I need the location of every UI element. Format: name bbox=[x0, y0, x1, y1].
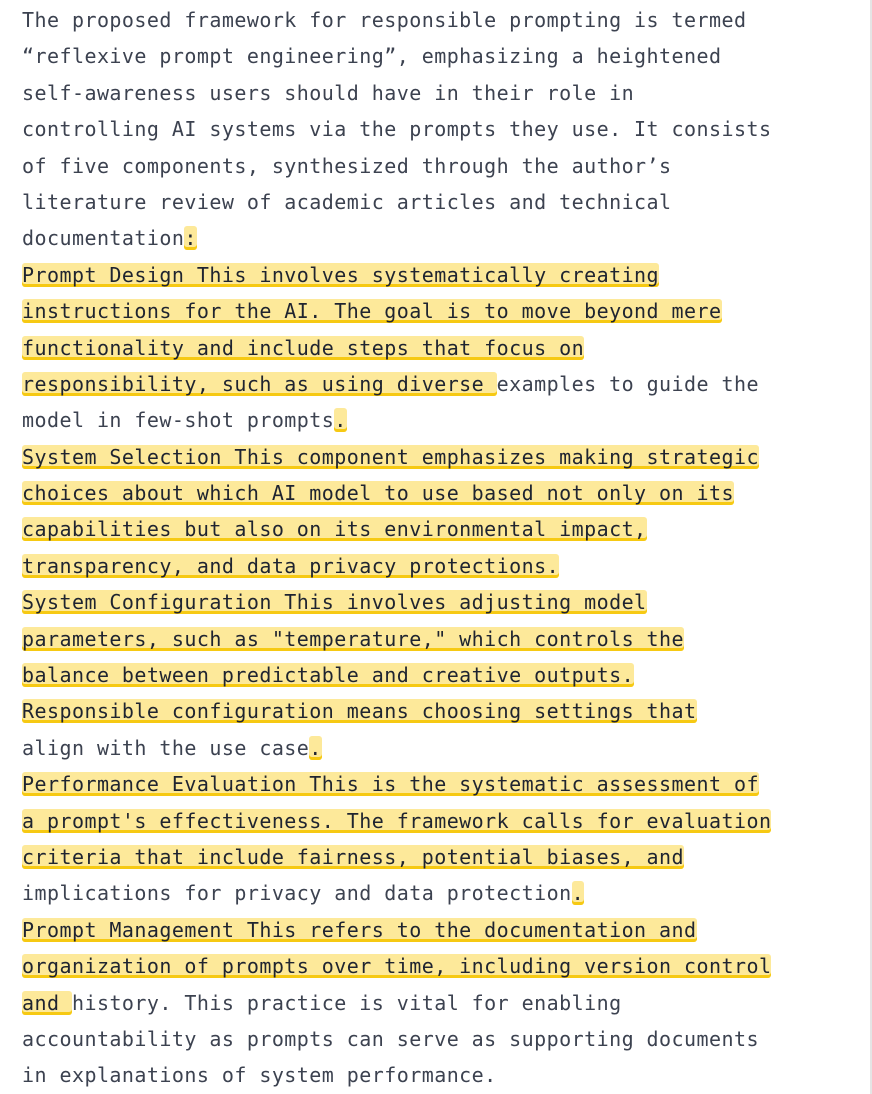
highlighted-text: choices about which AI model to use based not only on its bbox=[22, 481, 734, 506]
text-line bbox=[22, 1057, 862, 1093]
text-line bbox=[22, 38, 862, 74]
highlighted-text: . bbox=[571, 881, 585, 906]
highlighted-text: : bbox=[184, 226, 197, 251]
text-line bbox=[22, 475, 862, 511]
highlighted-text: instructions for the AI. The goal is to move beyond mere bbox=[22, 299, 722, 324]
text-segment: model in few-shot prompts bbox=[22, 408, 335, 433]
highlighted-text: transparency, and data privacy protections. bbox=[22, 553, 560, 578]
text-line bbox=[22, 584, 862, 620]
text-segment: documentation bbox=[22, 226, 185, 251]
text-line bbox=[22, 402, 862, 438]
highlighted-text: . bbox=[309, 735, 322, 760]
text-line bbox=[22, 948, 862, 984]
text-line bbox=[22, 511, 862, 547]
text-line bbox=[22, 912, 862, 948]
text-line bbox=[22, 75, 862, 111]
text-segment: self-awareness users should have in their role in bbox=[22, 80, 635, 105]
text-segment: controlling AI systems via the prompts they use. It consists bbox=[22, 117, 772, 142]
text-line bbox=[22, 985, 862, 1021]
text-line bbox=[22, 657, 862, 693]
highlighted-text: capabilities but also on its environmental impact, bbox=[22, 517, 647, 542]
text-segment: implications for privacy and data protection bbox=[22, 881, 572, 906]
highlighted-text: Prompt Management This refers to the documentation and bbox=[22, 917, 697, 942]
text-line bbox=[22, 875, 862, 911]
highlighted-text: balance between predictable and creative outputs. bbox=[22, 663, 635, 688]
text-line bbox=[22, 693, 862, 729]
document-body bbox=[22, 2, 862, 1094]
text-line bbox=[22, 548, 862, 584]
highlighted-text: parameters, such as "temperature," which controls the bbox=[22, 626, 685, 651]
text-segment: history. This practice is vital for enabling bbox=[71, 990, 622, 1015]
text-line bbox=[22, 621, 862, 657]
highlighted-text: Performance Evaluation This is the systematic assessment of bbox=[22, 772, 759, 797]
highlighted-text: Prompt Design This involves systematically creating bbox=[22, 262, 660, 287]
text-line bbox=[22, 2, 862, 38]
text-segment: examples to guide the bbox=[496, 371, 759, 396]
text-line bbox=[22, 148, 862, 184]
text-line bbox=[22, 1021, 862, 1057]
highlighted-text: System Configuration This involves adjusting model bbox=[22, 590, 647, 615]
highlighted-text: and bbox=[22, 990, 72, 1015]
text-line bbox=[22, 766, 862, 802]
highlighted-text: Responsible configuration means choosing settings that bbox=[22, 699, 697, 724]
text-line bbox=[22, 293, 862, 329]
highlighted-text: organization of prompts over time, including version control bbox=[22, 954, 772, 979]
highlighted-text: . bbox=[334, 408, 347, 433]
text-line bbox=[22, 439, 862, 475]
text-segment: of five components, synthesized through the author’s bbox=[22, 153, 672, 178]
highlighted-text: responsibility, such as using diverse bbox=[22, 371, 497, 396]
text-segment: accountability as prompts can serve as supporting documents bbox=[22, 1026, 759, 1051]
text-line bbox=[22, 184, 862, 220]
text-line bbox=[22, 257, 862, 293]
text-line bbox=[22, 220, 862, 256]
text-line bbox=[22, 839, 862, 875]
text-segment: in explanations of system performance. bbox=[22, 1063, 497, 1088]
text-line bbox=[22, 803, 862, 839]
text-line bbox=[22, 330, 862, 366]
text-segment: align with the use case bbox=[22, 735, 310, 760]
text-line bbox=[22, 730, 862, 766]
highlighted-text: System Selection This component emphasizes making strategic bbox=[22, 444, 759, 469]
text-line bbox=[22, 366, 862, 402]
highlighted-text: criteria that include fairness, potential biases, and bbox=[22, 844, 685, 869]
text-line bbox=[22, 111, 862, 147]
highlighted-text: functionality and include steps that focus on bbox=[22, 335, 585, 360]
text-segment: literature review of academic articles and technical bbox=[22, 189, 672, 214]
highlighted-text: a prompt's effectiveness. The framework calls for evaluation bbox=[22, 808, 772, 833]
text-segment: “reflexive prompt engineering”, emphasizing a heightened bbox=[22, 44, 722, 69]
text-segment: The proposed framework for responsible prompting is termed bbox=[22, 8, 747, 32]
